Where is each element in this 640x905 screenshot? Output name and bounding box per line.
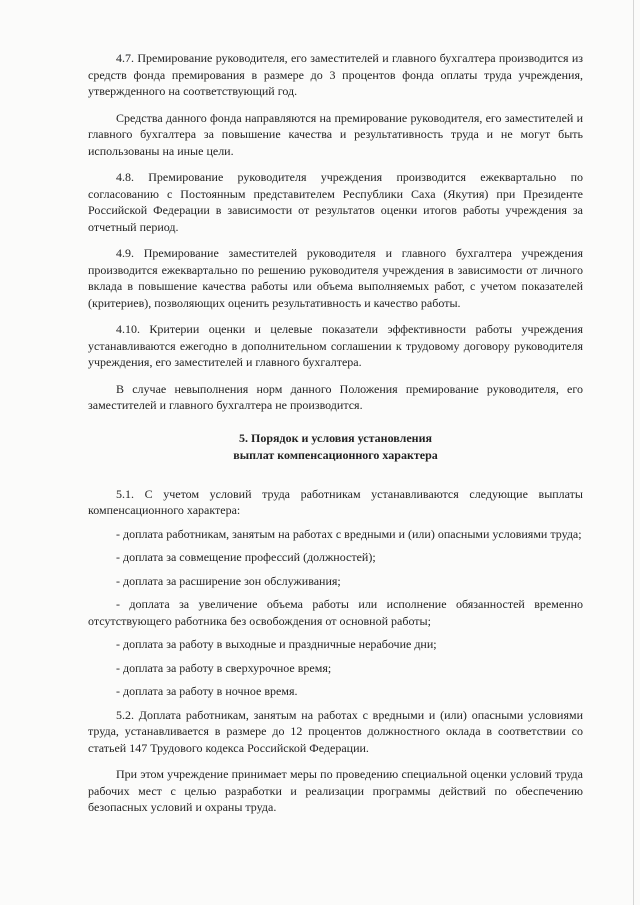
list-item: - доплата за расширение зон обслуживания; — [116, 573, 341, 588]
paragraph-5-2: 5.2. Доплата работникам, занятым на работах с вредными и (или) опасными условиями труда, устанавливается в размере до 12 процентов должностного оклада в соответствии со статьей 147 Трудового кодекса Российской Федерации. — [88, 707, 583, 755]
list-item: - доплата работникам, занятым на работах с вредными и (или) опасными условиями труда; — [116, 526, 582, 541]
list-item: - доплата за совмещение профессий (должностей); — [116, 550, 376, 564]
paragraph-special-assessment: При этом учреждение принимает меры по проведению специальной оценки условий труда рабочих мест с целью разработки и реализации программы действий по обеспечению безопасных условий и охраны труда. — [88, 767, 583, 814]
list-item: - доплата за работу в сверхурочное время; — [116, 660, 332, 675]
paragraph-4-8: 4.8. Премирование руководителя учреждения производится ежеквартально по согласованию с Постоянным представителем Республики Саха (Якутия) при Президенте Российской Федерации в зависимости от результатов оценки итогов работы учреждения за отчетный период. — [88, 170, 583, 234]
section-5-heading-line1: 5. Порядок и условия установления — [239, 430, 432, 445]
list-item: - доплата за увеличение объема работы или исполнение обязанностей временно отсутствующего работника без освобождения от основной работы; — [88, 597, 583, 628]
paragraph-4-10: 4.10. Критерии оценки и целевые показатели эффективности работы учреждения устанавливаются ежегодно в дополнительном соглашении к трудовому договору руководителя учреждения, его заместителей и главного бухгалтера. — [88, 322, 583, 369]
document-body — [88, 50, 583, 826]
scan-edge-line — [633, 0, 634, 905]
paragraph-4-9: 4.9. Премирование заместителей руководителя и главного бухгалтера учреждения производится ежеквартально по решению руководителя учреждения в зависимости от личного вклада в повышение качества работы или объема выполняемых работ, с учетом показателей (критериев), позволяющих оценить результативность и качество работы. — [88, 246, 583, 310]
paragraph-noncompliance: В случае невыполнения норм данного Положения премирование руководителя, его заместителей и главного бухгалтера не производится. — [88, 381, 583, 412]
paragraph-4-7: 4.7. Премирование руководителя, его заместителей и главного бухгалтера производится из средств фонда премирования в размере до 3 процентов фонда оплаты труда учреждения, утвержденного на соответствующий год. — [88, 51, 583, 98]
section-5-heading-line2: выплат компенсационного характера — [233, 447, 438, 462]
paragraph-fund-purpose: Средства данного фонда направляются на премирование руководителя, его заместителей и главного бухгалтера за повышение качества и результативность труда и не могут быть использованы на иные цели. — [88, 110, 583, 158]
section-5-heading — [88, 430, 583, 464]
list-item: - доплата за работу в выходные и праздничные нерабочие дни; — [116, 637, 437, 651]
list-item: - доплата за работу в ночное время. — [116, 684, 298, 698]
paragraph-5-1: 5.1. С учетом условий труда работникам устанавливаются следующие выплаты компенсационного характера: — [88, 486, 583, 517]
